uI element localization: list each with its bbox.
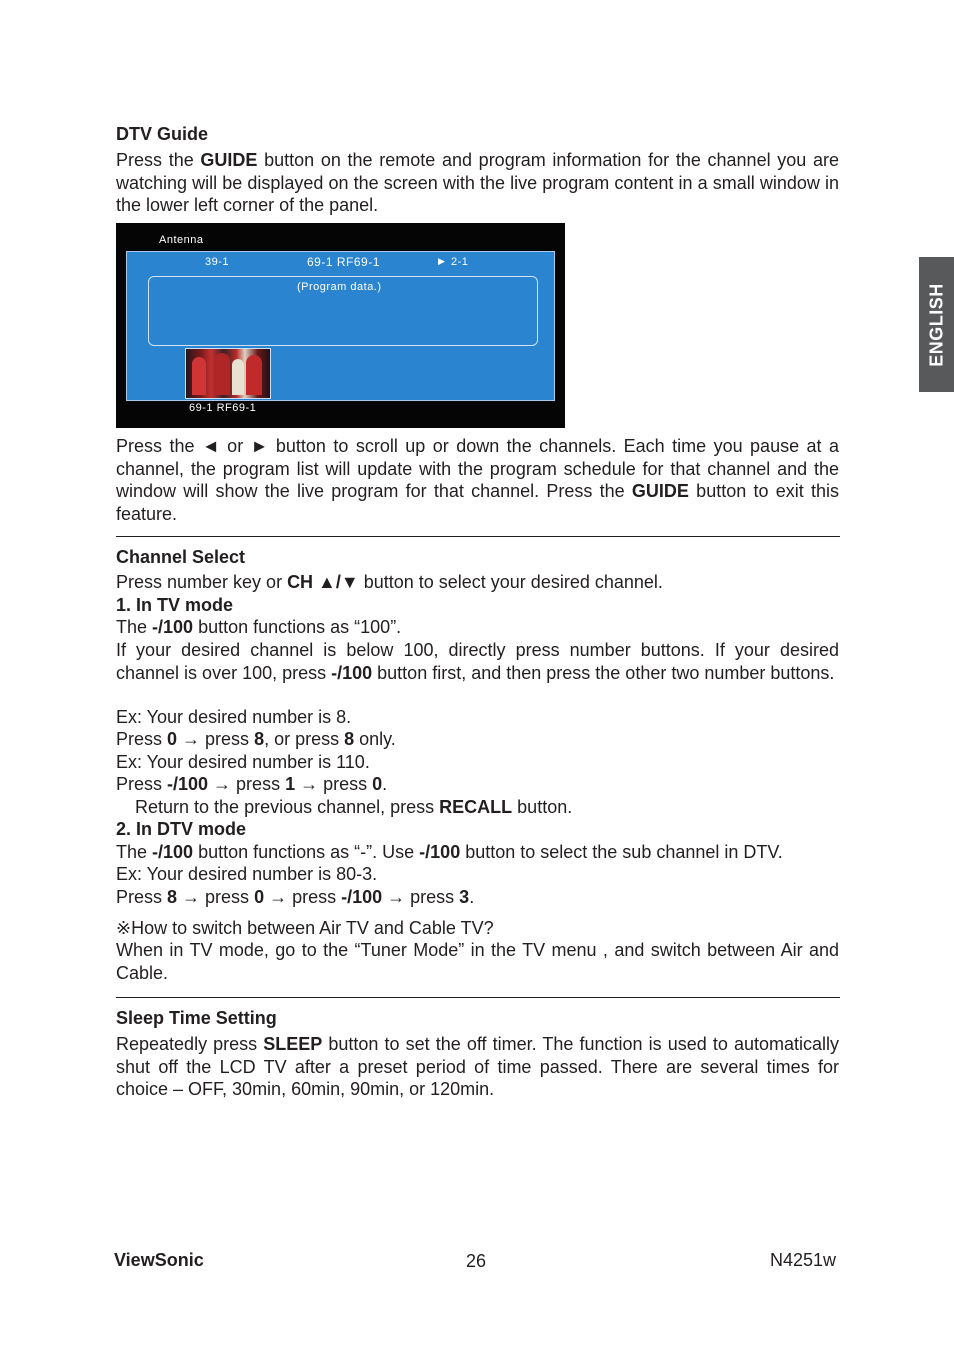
- tv-mode-line: Ex: Your desired number is 8.: [116, 707, 352, 727]
- footer-brand: ViewSonic: [114, 1250, 204, 1270]
- footer-model: N4251w: [770, 1250, 837, 1270]
- tv-mode-line: The -/100 button functions as “100”.: [116, 617, 402, 637]
- tv-mode-line: Press -/100 → press 1 → press 0.: [116, 774, 388, 794]
- program-data-box: [148, 276, 538, 346]
- dtv-mode-line: Press 8 → press 0 → press -/100 → press 3.: [116, 887, 475, 907]
- guide-panel: [126, 251, 555, 414]
- screen-live-label: 69-1 RF69-1: [189, 402, 257, 414]
- section-heading-sleep-time: Sleep Time Setting: [116, 1008, 277, 1028]
- screen-current-channel: 69-1 RF69-1: [307, 255, 380, 269]
- tv-mode-line: If your desired channel is below 100, directly press number buttons. If your desired channel is over 100, press -/100 button first, and then press the other two number buttons.: [116, 640, 839, 683]
- screen-program-data: (Program data.): [297, 281, 382, 293]
- language-tab: [919, 257, 954, 392]
- tv-mode-line: Return to the previous channel, press RECALL button.: [135, 797, 573, 817]
- page-number: 26: [466, 1251, 487, 1271]
- dtv-mode-line: Ex: Your desired number is 80-3.: [116, 864, 378, 884]
- dtv-guide-scroll-paragraph: Press the ◄ or ► button to scroll up or down the channels. Each time you pause at a channel, the program list will update with the program schedule for that channel and the window will show the live program for that channel. Press the GUIDE button to exit this feature.: [116, 436, 839, 524]
- tv-mode-line: Ex: Your desired number is 110.: [116, 752, 370, 772]
- section-divider: [116, 536, 840, 537]
- live-program-thumbnail: [185, 348, 271, 399]
- section-heading-channel-select: Channel Select: [116, 547, 246, 567]
- dtv-guide-paragraph: Press the GUIDE button on the remote and program information for the channel you are watching will be displayed on the screen with the live program content in a small window in the lower left corner of the panel.: [116, 150, 839, 215]
- play-arrow-icon: ▶: [438, 256, 446, 266]
- dtv-mode-line: The -/100 button functions as “-”. Use -/100 button to select the sub channel in DTV.: [116, 842, 783, 862]
- language-tab-label: ENGLISH: [926, 282, 946, 367]
- channel-intro: Press number key or CH ▲/▼ button to select your desired channel.: [116, 572, 663, 592]
- dtv-guide-screenshot: [116, 223, 565, 428]
- dtv-mode-heading: 2. In DTV mode: [116, 819, 247, 839]
- tuner-note-question: ※How to switch between Air TV and Cable TV?: [116, 918, 494, 938]
- tv-mode-line: Press 0 → press 8, or press 8 only.: [116, 729, 396, 749]
- screen-source-label: Antenna: [159, 234, 204, 246]
- screen-next-channel: 2-1: [451, 256, 469, 268]
- tv-mode-heading: 1. In TV mode: [116, 595, 234, 615]
- section-divider: [116, 997, 840, 998]
- tuner-note-answer: When in TV mode, go to the “Tuner Mode” in the TV menu , and switch between Air and Cable.: [116, 940, 839, 983]
- section-heading-dtv-guide: DTV Guide: [116, 124, 209, 144]
- sleep-paragraph: Repeatedly press SLEEP button to set the off timer. The function is used to automatically shut off the LCD TV after a preset period of time passed. There are several times for choice – OFF, 30min, 60min, 90min, or 120min.: [116, 1034, 839, 1099]
- screen-prev-channel: 39-1: [205, 256, 230, 268]
